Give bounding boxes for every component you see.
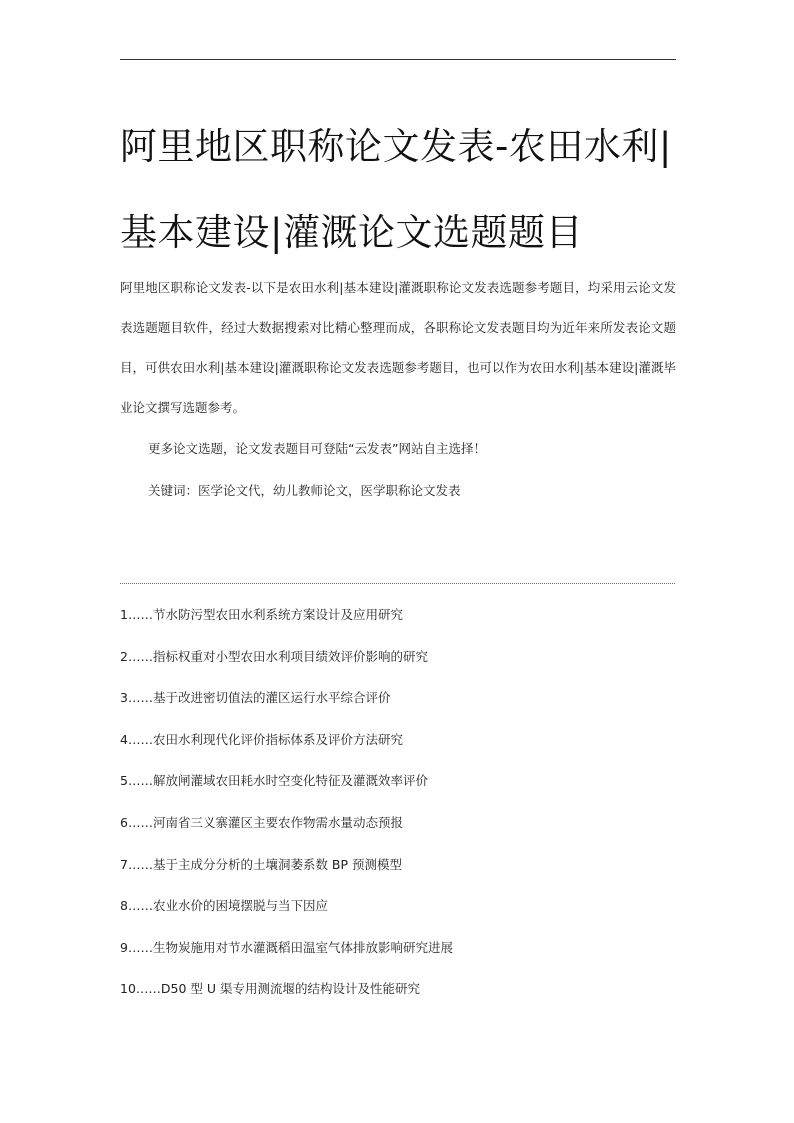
topic-item: 10……D50 型 U 渠专用测流堰的结构设计及性能研究 (120, 981, 421, 997)
topic-item: 7……基于主成分分析的土壤洞萎系数 BP 预测模型 (120, 856, 403, 872)
topic-list (120, 604, 676, 1020)
topic-item: 3……基于改进密切值法的灌区运行水平综合评价 (120, 690, 391, 706)
topic-item: 6……河南省三义寨灌区主要农作物需水量动态预报 (120, 814, 403, 830)
topic-item: 5……解放闸灌域农田耗水时空变化特征及灌溉效率评价 (120, 773, 428, 789)
topic-item: 8……农业水价的困境摆脱与当下因应 (120, 898, 328, 914)
topic-item: 2……指标权重对小型农田水利项目绩效评价影响的研究 (120, 648, 428, 664)
document-title: 阿里地区职称论文发表-农田水利|基本建设|灌溉论文选题题目 (120, 125, 672, 254)
intro-paragraph: 阿里地区职称论文发表-以下是农田水利|基本建设|灌溉职称论文发表选题参考题目，均采用云论文发表选题题目软件，经过大数据搜索对比精心整理而成，各职称论文发表题目均为近年来所发表论文题目，可供农田水利|基本建设|灌溉职称论文发表选题参考题目，也可以作为农田水利|基本建设|灌溉毕业论文撰写选题参考。 (120, 280, 676, 415)
section-divider (120, 583, 675, 584)
top-divider (120, 59, 676, 60)
topic-item: 9……生物炭施用对节水灌溉稻田温室气体排放影响研究进展 (120, 939, 453, 955)
topic-item: 4……农田水利现代化评价指标体系及评价方法研究 (120, 731, 403, 747)
keywords-line: 关键词：医学论文代，幼儿教师论文，医学职称论文发表 (148, 483, 461, 498)
more-topics-note: 更多论文选题，论文发表题目可登陆“云发表”网站自主选择！ (148, 441, 486, 456)
topic-item: 1……节水防污型农田水利系统方案设计及应用研究 (120, 607, 403, 622)
